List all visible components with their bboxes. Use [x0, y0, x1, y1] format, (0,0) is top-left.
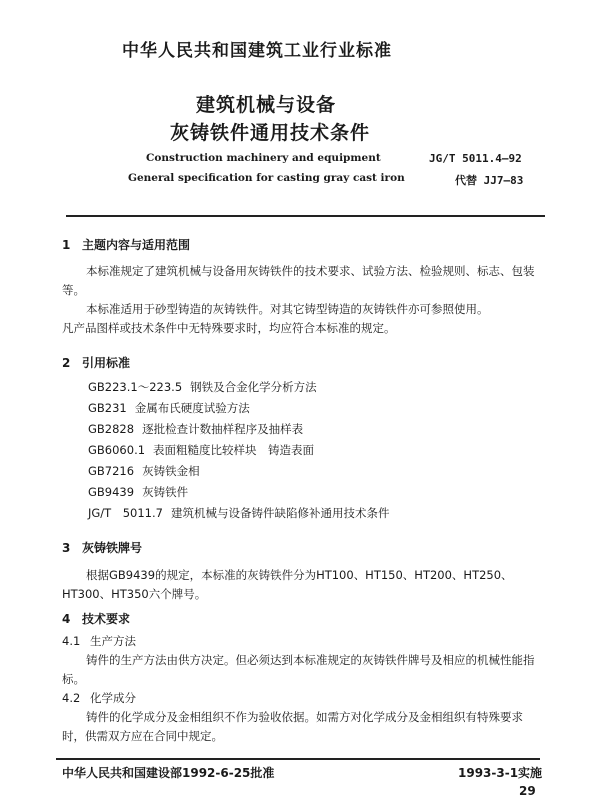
- reference-code: GB223.1～223.5: [88, 380, 183, 394]
- subsection-number: 4.1: [62, 634, 81, 648]
- section-title: 技术要求: [82, 612, 131, 626]
- section-number: 1: [62, 238, 71, 252]
- section-1-heading: [62, 236, 190, 253]
- subsection-4-1-heading: [62, 632, 136, 651]
- document-title-line1: 建筑机械与设备: [196, 94, 337, 116]
- section-2-heading: [62, 354, 130, 371]
- reference-code: JG/T 5011.7: [88, 506, 163, 520]
- section-4-heading: [62, 610, 130, 627]
- subsection-title: 生产方法: [90, 634, 136, 648]
- reference-item: [88, 442, 314, 458]
- reference-title: 灰铸铁金相: [142, 464, 200, 478]
- section-number: 4: [62, 612, 71, 626]
- reference-item: [88, 421, 303, 437]
- standard-code: JG/T 5011.4—92: [429, 152, 522, 165]
- reference-code: GB2828: [88, 422, 135, 436]
- reference-code: GB6060.1: [88, 443, 146, 457]
- section-number: 3: [62, 541, 71, 555]
- reference-code: GB7216: [88, 464, 135, 478]
- footer-divider: [56, 758, 540, 760]
- section-3-paragraph: 根据GB9439的规定，本标准的灰铸铁件分为HT100、HT150、HT200、HT250、HT300、HT350六个牌号。: [62, 568, 513, 601]
- reference-code: GB231: [88, 401, 127, 415]
- reference-item: [88, 400, 250, 416]
- section-3-heading: [62, 539, 142, 556]
- subsection-number: 4.2: [62, 691, 81, 705]
- english-title-line1: Construction machinery and equipment: [146, 152, 381, 164]
- header-divider: [66, 215, 545, 217]
- subsection-4-2-heading: [62, 689, 136, 708]
- replaces-code: 代替 JJ7—83: [455, 174, 524, 187]
- english-title-line2: General specification for casting gray cast iron: [128, 172, 405, 184]
- reference-title: 金属布氏硬度试验方法: [134, 401, 250, 415]
- reference-code: GB9439: [88, 485, 135, 499]
- section-title: 主题内容与适用范围: [82, 238, 191, 252]
- reference-title: 逐批检查计数抽样程序及抽样表: [142, 422, 304, 436]
- subsection-4-2-paragraph: 铸件的化学成分及金相组织不作为验收依据。如需方对化学成分及金相组织有特殊要求时，供需双方应在合同中规定。: [62, 710, 523, 743]
- section-number: 2: [62, 356, 71, 370]
- approval-statement: 中华人民共和国建设部1992-6-25批准: [62, 766, 275, 780]
- section-1-paragraph-1: 本标准规定了建筑机械与设备用灰铸铁件的技术要求、试验方法、检验规则、标志、包装等。: [62, 264, 535, 297]
- reference-item: [88, 463, 200, 479]
- document-title-line2: 灰铸铁件通用技术条件: [170, 122, 371, 144]
- page-number: 29: [519, 784, 536, 798]
- reference-title: 灰铸铁件: [142, 485, 189, 499]
- subsection-title: 化学成分: [90, 691, 136, 705]
- reference-title: 建筑机械与设备铸件缺陷修补通用技术条件: [170, 506, 390, 520]
- reference-item: [88, 379, 317, 395]
- section-title: 灰铸铁牌号: [82, 541, 143, 555]
- implementation-date: 1993-3-1实施: [458, 766, 543, 780]
- section-1-paragraph-2: 本标准适用于砂型铸造的灰铸铁件。对其它铸型铸造的灰铸铁件亦可参照使用。: [86, 302, 489, 316]
- reference-item: [88, 484, 188, 500]
- reference-item: [88, 505, 389, 521]
- standard-type-heading: 中华人民共和国建筑工业行业标准: [122, 41, 392, 61]
- section-title: 引用标准: [82, 356, 131, 370]
- section-1-paragraph-3: 凡产品图样或技术条件中无特殊要求时，均应符合本标准的规定。: [62, 321, 396, 335]
- reference-title: 钢铁及合金化学分析方法: [190, 380, 317, 394]
- subsection-4-1-paragraph: 铸件的生产方法由供方决定。但必须达到本标准规定的灰铸铁件牌号及相应的机械性能指标。: [62, 653, 535, 686]
- reference-title: 表面粗糙度比较样块 铸造表面: [153, 443, 315, 457]
